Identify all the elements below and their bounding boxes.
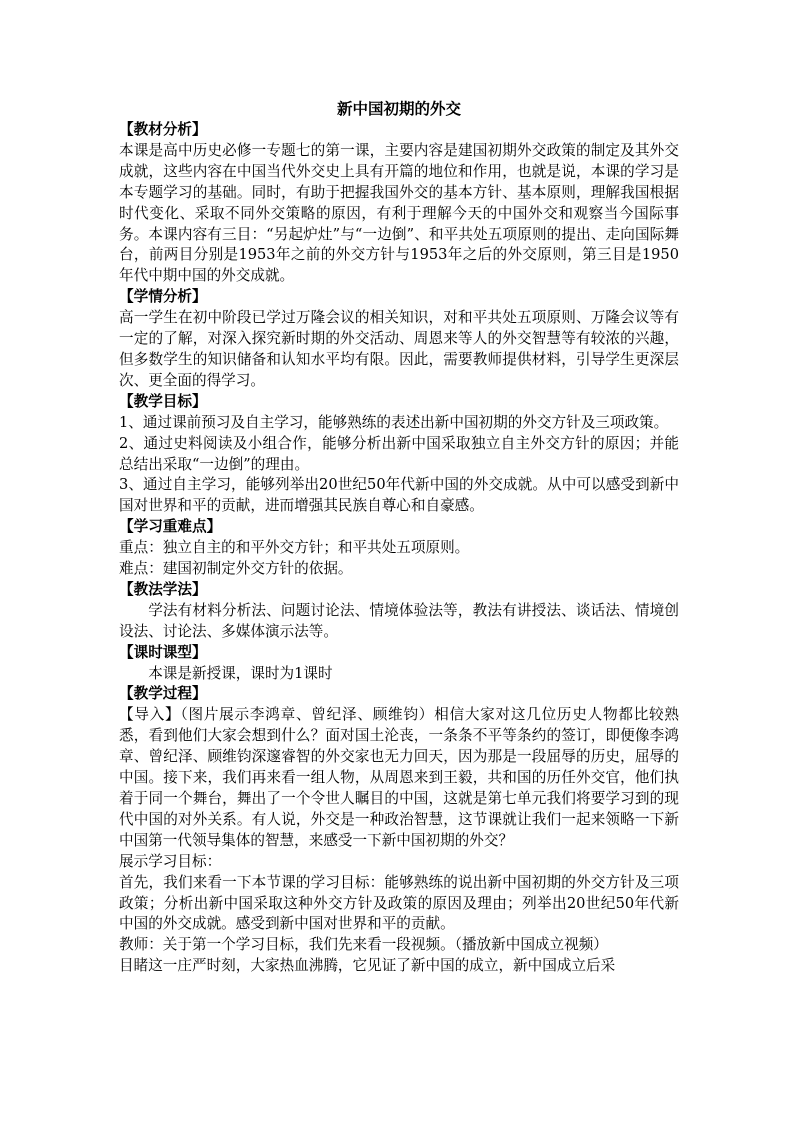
student-analysis-text: 高一学生在初中阶段已学过万隆会议的相关知识，对和平共处五项原则、万隆会议等有一定的了解，对深入探究新时期的外交活动、周恩来等人的外交智慧等有较浓的兴趣，但多数学生的知识储备和认知水平均有限。因此，需要教师提供材料，引导学生更深层次、更全面的得学习。 [119,309,679,389]
section-heading-teaching-process: 【教学过程】 [119,685,207,703]
textbook-analysis-text: 本课是高中历史必修一专题七的第一课，主要内容是建国初期外交政策的制定及其外交成就，这些内容在中国当代外交史上具有开篇的地位和作用，也就是说，本课的学习是本专题学习的基础。同时，有助于把握我国外交的基本方针、基本原则，理解我国根据时代变化、采取不同外交策略的原因，有利于理解今天的中国外交和观察当今国际事务。本课内容有三目：“另起炉灶”与“一边倒”、和平共处五项原则的提出、走向国际舞台，前两目分别是1953年之前的外交方针与1953年之后的外交原则，第三目是1950年代中期中国的外交成就。 [119,141,679,285]
teaching-goal-2: 2、通过史料阅读及小组合作，能够分析出新中国采取独立自主外交方针的原因；并能总结出采取“一边倒”的理由。 [119,434,679,473]
section-heading-teaching-goals: 【教学目标】 [119,392,207,410]
closing-text: 目睹这一庄严时刻，大家热血沸腾，它见证了新中国的成立，新中国成立后采 [119,957,616,975]
teacher-text: 教师：关于第一个学习目标，我们先来看一段视频。（播放新中国成立视频） [119,936,608,954]
methods-text: 学法有材料分析法、问题讨论法、情境体验法等，教法有讲授法、谈话法、情境创设法、讨论法、多媒体演示法等。 [119,601,679,640]
teaching-goal-3: 3、通过自主学习，能够列举出20世纪50年代新中国的外交成就。从中可以感受到新中国对世界和平的贡献，进而增强其民族自尊心和自豪感。 [119,476,679,515]
intro-label: 【导入】 [119,706,181,724]
difficult-point-text: 难点：建国初制定外交方针的依据。 [119,560,353,578]
document-title: 新中国初期的外交 [336,99,461,118]
first-goals-text: 首先，我们来看一下本节课的学习目标：能够熟练的说出新中国初期的外交方针及三项政策；分析出新中国采取这种外交方针及政策的原因及理由；列举出20世纪50年代新中国的外交成就。感受到新中国对世界和平的贡献。 [119,873,679,933]
lesson-type-text: 本课是新授课，课时为1课时 [148,664,333,682]
show-goals-text: 展示学习目标： [119,852,222,870]
key-point-text: 重点：独立自主的和平外交方针；和平共处五项原则。 [119,539,470,557]
section-heading-student-analysis: 【学情分析】 [119,288,207,306]
section-heading-key-difficult-points: 【学习重难点】 [119,518,222,536]
section-heading-textbook-analysis: 【教材分析】 [119,121,207,138]
intro-paragraph [119,705,679,851]
section-heading-methods: 【教法学法】 [119,580,207,598]
teaching-goal-1: 1、通过课前预习及自主学习，能够熟练的表述出新中国初期的外交方针及三项政策。 [119,413,669,431]
section-heading-lesson-type: 【课时课型】 [119,643,207,661]
intro-text: （图片展示李鸿章、曾纪泽、顾维钧）相信大家对这几位历史人物都比较熟悉，看到他们大家会想到什么？面对国土沦丧，一条条不平等条约的签订，即便像李鸿章、曾纪泽、顾维钧深邃睿智的外交家也无力回天，因为那是一段屈辱的历史，屈辱的中国。接下来，我们再来看一组人物，从周恩来到王毅，共和国的历任外交官，他们执着于同一个舞台，舞出了一个令世人瞩目的中国，这就是第七单元我们将要学习到的现代中国的对外关系。有人说，外交是一种政治智慧，这节课就让我们一起来领略一下新中国第一代领导集体的智慧，来感受一下新中国初期的外交？ [119,706,679,849]
document-body [119,98,679,977]
